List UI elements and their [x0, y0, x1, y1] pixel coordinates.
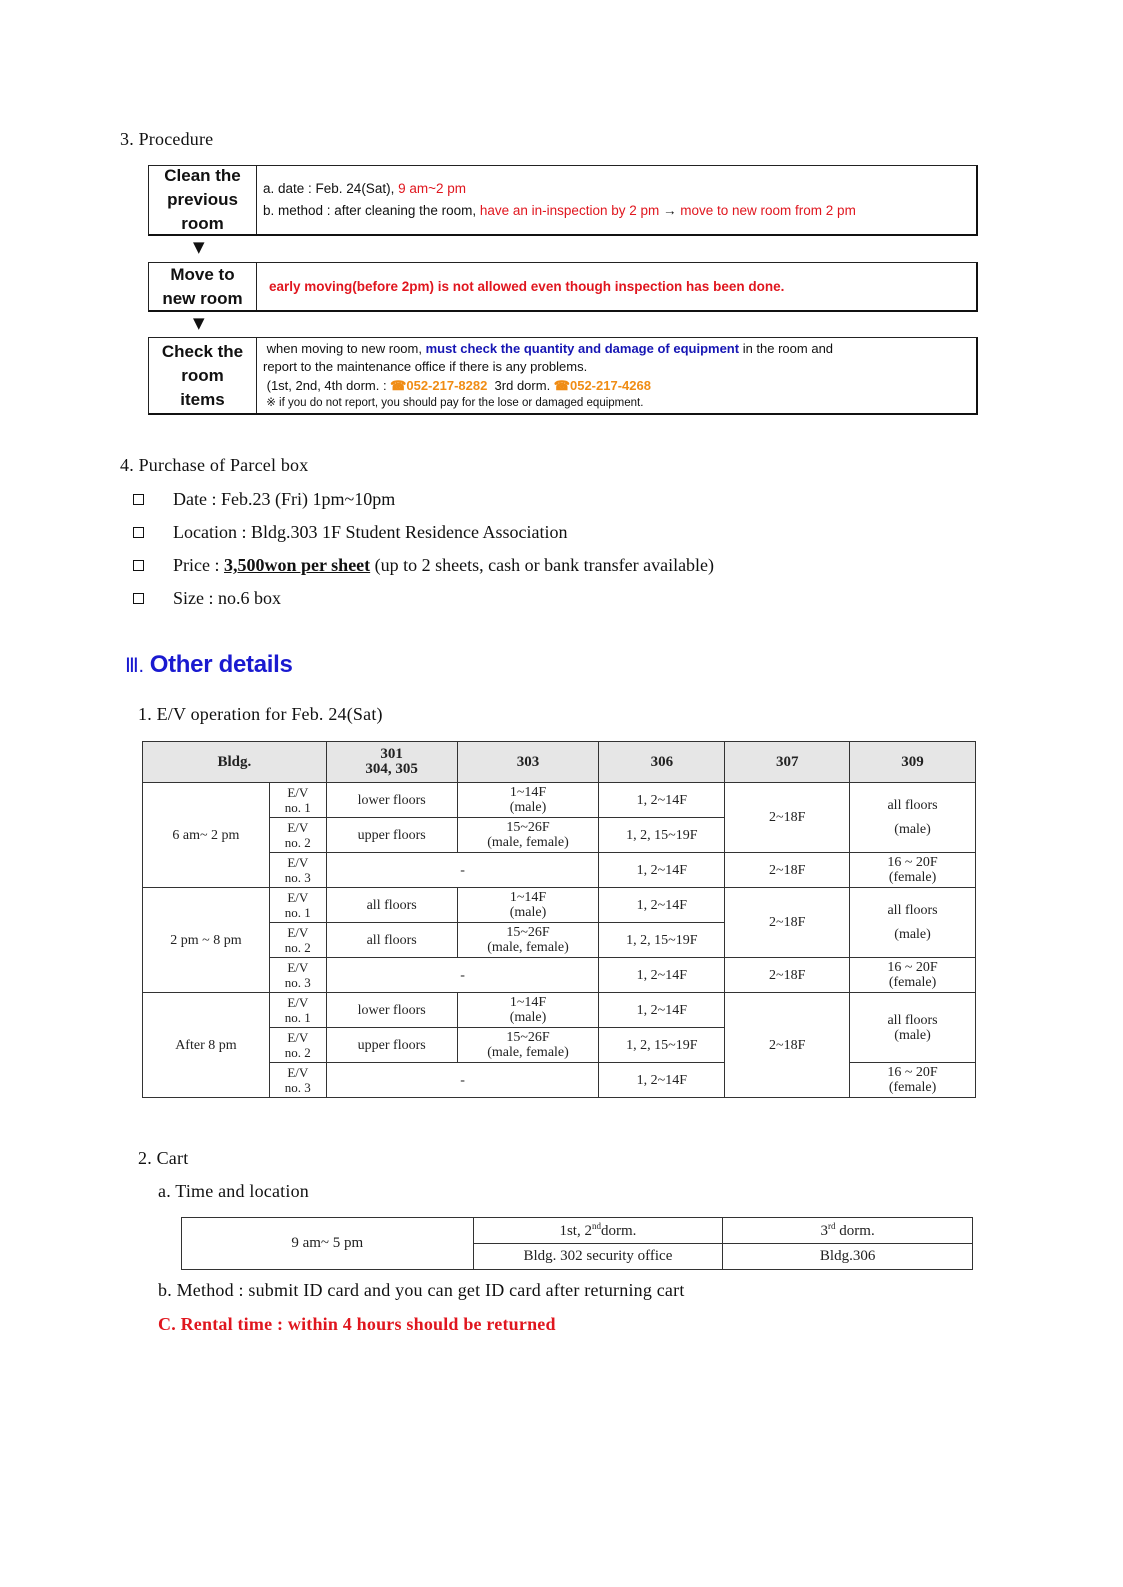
ev-line: E/V: [287, 995, 309, 1010]
cell-line: 1~14F: [509, 995, 547, 1010]
cart-col2-head: [723, 1218, 973, 1244]
step-label-line: room: [181, 214, 224, 233]
cell-301: lower floors: [326, 993, 457, 1028]
cell-307: 2~18F: [725, 783, 850, 853]
text: in the room and: [739, 340, 834, 356]
ev-operation-table: [142, 741, 976, 1098]
note-text: ※ if you do not report, you should pay for the lose or damaged equipment.: [263, 397, 644, 410]
cell-line: all floors: [887, 902, 938, 918]
cell-306: 1, 2~14F: [599, 888, 725, 923]
step-line-method: [263, 200, 970, 222]
cell-307: 2~18F: [725, 853, 850, 888]
cell-line: 16 ~ 20F: [887, 1065, 938, 1080]
warning-text: early moving(before 2pm) is not allowed even though inspection has been done.: [269, 278, 785, 294]
arrow-down-icon: ▼: [193, 314, 205, 332]
roman-numeral: Ⅲ.: [125, 655, 144, 677]
header-301: [326, 742, 457, 783]
table-header-row: [143, 742, 976, 783]
cell-301: lower floors: [326, 783, 457, 818]
cell-303: [457, 993, 599, 1028]
step-line: report to the maintenance office if there is any problems.: [263, 359, 588, 375]
cell-306: 1, 2~14F: [599, 1063, 725, 1098]
ev-heading: 1. E/V operation for Feb. 24(Sat): [138, 704, 383, 724]
text: 3: [820, 1223, 829, 1239]
cart-sub-a: a. Time and location: [158, 1181, 309, 1201]
ev-label: [269, 1063, 326, 1098]
step-body: [257, 338, 976, 413]
cell-line: (male, female): [487, 940, 569, 955]
item-text: (up to 2 sheets, cash or bank transfer available): [370, 555, 715, 575]
cell-303: [457, 888, 599, 923]
cell-line: (male): [894, 926, 931, 942]
cell-line: (male): [509, 800, 547, 815]
period-time: 6 am~ 2 pm: [143, 783, 270, 888]
table-row: [143, 888, 976, 923]
ev-label: [269, 1028, 326, 1063]
cart-heading: 2. Cart: [138, 1148, 189, 1168]
cell-309: [850, 958, 976, 993]
parcel-item-size: [133, 588, 281, 609]
cell-line: 16 ~ 20F: [887, 960, 938, 975]
ev-line: no. 3: [284, 975, 311, 990]
step-line-date: [263, 178, 970, 200]
highlight-text: move to new room from 2 pm: [680, 203, 856, 218]
header-303: 303: [457, 742, 599, 783]
square-bullet-icon: [133, 593, 144, 604]
text: when moving to new room,: [263, 340, 426, 356]
cell-line: (male, female): [487, 1045, 569, 1060]
cell-306: 1, 2, 15~19F: [599, 1028, 725, 1063]
arrow-down-icon: ▼: [193, 238, 205, 256]
cart-time: 9 am~ 5 pm: [182, 1218, 474, 1270]
text: dorm.: [600, 1223, 637, 1239]
table-row: [182, 1218, 973, 1244]
cell-line: (male, female): [487, 835, 569, 850]
period-time: After 8 pm: [143, 993, 270, 1098]
item-text: Location : Bldg.303 1F Student Residence Association: [173, 522, 568, 542]
cell-309: [850, 993, 976, 1063]
cart-sub-c: C. Rental time : within 4 hours should be returned: [158, 1314, 556, 1334]
cell-303: [457, 1028, 599, 1063]
cell-306: 1, 2, 15~19F: [599, 818, 725, 853]
cell-line: 15~26F: [506, 820, 550, 835]
ev-line: no. 2: [284, 1045, 311, 1060]
cell-309: [850, 1063, 976, 1098]
step-label-line: new room: [162, 288, 243, 308]
parcel-heading: 4. Purchase of Parcel box: [120, 455, 309, 475]
highlight-text: have an in-inspection by 2 pm: [479, 203, 660, 218]
step-label-line: previous: [167, 190, 238, 209]
cell-307: 2~18F: [725, 958, 850, 993]
superscript: nd: [591, 1221, 601, 1231]
parcel-item-location: [133, 522, 567, 543]
cart-col1-head: [473, 1218, 723, 1244]
procedure-step-clean: [148, 165, 978, 236]
text: 3rd dorm.: [487, 377, 554, 393]
cell-line: (female): [888, 1080, 937, 1095]
ev-line: no. 1: [284, 1010, 311, 1025]
cell-line: 16 ~ 20F: [887, 855, 938, 870]
cell-line: (male): [894, 1027, 931, 1043]
superscript: rd: [828, 1221, 836, 1231]
parcel-item-date: [133, 489, 395, 510]
ev-line: no. 3: [284, 1080, 311, 1095]
cell-309: [850, 888, 976, 958]
cell-line: 15~26F: [506, 925, 550, 940]
step-label-line: room: [181, 365, 224, 385]
cell-306: 1, 2~14F: [599, 993, 725, 1028]
ev-label: [269, 958, 326, 993]
step-line: [263, 340, 970, 359]
cell-306: 1, 2~14F: [599, 783, 725, 818]
cell-line: all floors: [887, 1012, 938, 1028]
table-row: [143, 783, 976, 818]
highlight-time: 9 am~2 pm: [398, 181, 466, 196]
step-label-line: items: [180, 389, 225, 409]
step-label: [149, 166, 257, 234]
section-title: [125, 651, 293, 679]
header-bldg: Bldg.: [143, 742, 327, 783]
cell-309: [850, 783, 976, 853]
ev-label: [269, 818, 326, 853]
cart-sub-b: b. Method : submit ID card and you can get ID card after returning cart: [158, 1280, 685, 1300]
cell-307: 2~18F: [725, 888, 850, 958]
square-bullet-icon: [133, 494, 144, 505]
square-bullet-icon: [133, 527, 144, 538]
cart-table: [181, 1217, 973, 1270]
step-body: [257, 263, 976, 310]
text: dorm.: [835, 1223, 875, 1239]
header-line: 301: [380, 746, 403, 762]
text: a. date : Feb. 24(Sat),: [263, 181, 399, 196]
procedure-heading: 3. Procedure: [120, 129, 214, 149]
header-306: 306: [599, 742, 725, 783]
procedure-step-check: [148, 337, 978, 415]
cell-301-303: -: [326, 958, 599, 993]
cell-line: (male): [509, 1010, 547, 1025]
cell-301: all floors: [326, 888, 457, 923]
ev-label: [269, 923, 326, 958]
ev-label: [269, 783, 326, 818]
ev-line: E/V: [287, 855, 309, 870]
cell-line: (male): [509, 905, 547, 920]
header-309: 309: [850, 742, 976, 783]
cell-line: (female): [888, 870, 937, 885]
cell-line: 1~14F: [509, 785, 547, 800]
ev-line: E/V: [287, 890, 309, 905]
phone-number: ☎052-217-4268: [553, 377, 651, 393]
ev-line: E/V: [287, 820, 309, 835]
text: 1st, 2: [559, 1223, 592, 1239]
cell-301: upper floors: [326, 818, 457, 853]
arrow-right-icon: →: [659, 203, 681, 218]
parcel-item-price: [133, 555, 714, 576]
phone-number: ☎052-217-8282: [390, 377, 488, 393]
cell-301-303: -: [326, 1063, 599, 1098]
step-label: [149, 263, 257, 310]
cell-309: [850, 853, 976, 888]
cell-306: 1, 2~14F: [599, 853, 725, 888]
cell-301: upper floors: [326, 1028, 457, 1063]
cell-307: 2~18F: [725, 993, 850, 1098]
ev-line: no. 1: [284, 800, 311, 815]
ev-line: no. 3: [284, 870, 311, 885]
ev-line: E/V: [287, 785, 309, 800]
ev-line: no. 1: [284, 905, 311, 920]
header-307: 307: [725, 742, 850, 783]
cell-line: 15~26F: [506, 1030, 550, 1045]
price-emphasis: 3,500won per sheet: [224, 555, 371, 575]
cell-line: all floors: [887, 797, 938, 813]
ev-label: [269, 853, 326, 888]
ev-line: no. 2: [284, 940, 311, 955]
step-line-phones: [263, 377, 970, 396]
cell-306: 1, 2, 15~19F: [599, 923, 725, 958]
text: b. method : after cleaning the room,: [263, 203, 480, 218]
text: (1st, 2nd, 4th dorm. :: [263, 377, 391, 393]
header-line: 304, 305: [365, 761, 418, 777]
table-row: [143, 993, 976, 1028]
cell-line: (female): [888, 975, 937, 990]
period-time: 2 pm ~ 8 pm: [143, 888, 270, 993]
section-title-text: Other details: [149, 651, 293, 678]
cell-303: [457, 923, 599, 958]
item-text: Price :: [173, 555, 224, 575]
ev-line: no. 2: [284, 835, 311, 850]
ev-label: [269, 993, 326, 1028]
step-body: [257, 166, 976, 234]
step-label-line: Check the: [161, 341, 244, 361]
item-text: Size : no.6 box: [173, 588, 281, 608]
square-bullet-icon: [133, 560, 144, 571]
cell-301-303: -: [326, 853, 599, 888]
highlight-text: must check the quantity and damage of equipment: [425, 340, 740, 356]
cell-306: 1, 2~14F: [599, 958, 725, 993]
cart-col1-location: Bldg. 302 security office: [473, 1244, 723, 1270]
ev-line: E/V: [287, 960, 309, 975]
cell-line: (male): [894, 821, 931, 837]
step-label-line: Move to: [170, 264, 235, 284]
step-label-line: Clean the: [164, 166, 241, 185]
item-text: Date : Feb.23 (Fri) 1pm~10pm: [173, 489, 396, 509]
cell-303: [457, 783, 599, 818]
procedure-step-move: [148, 262, 978, 312]
ev-label: [269, 888, 326, 923]
cell-line: 1~14F: [509, 890, 547, 905]
ev-line: E/V: [287, 925, 309, 940]
cart-col2-location: Bldg.306: [723, 1244, 973, 1270]
cell-303: [457, 818, 599, 853]
step-label: [149, 338, 257, 413]
ev-line: E/V: [287, 1065, 309, 1080]
ev-line: E/V: [287, 1030, 309, 1045]
cell-301: all floors: [326, 923, 457, 958]
